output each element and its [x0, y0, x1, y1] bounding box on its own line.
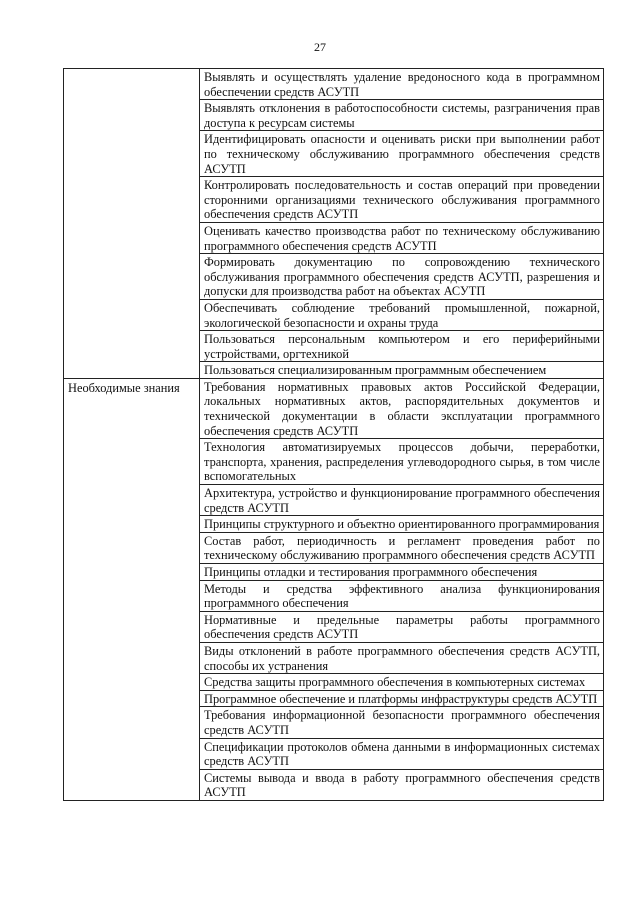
requirement-cell: Спецификации протоколов обмена данными в информационных системах средств АСУТП [200, 738, 604, 769]
requirement-cell: Оценивать качество производства работ по техническому обслуживанию программного обеспечения средств АСУТП [200, 222, 604, 253]
requirement-cell: Программное обеспечение и платформы инфраструктуры средств АСУТП [200, 690, 604, 707]
requirement-cell: Виды отклонений в работе программного обеспечения средств АСУТП, способы их устранения [200, 642, 604, 673]
requirement-cell: Пользоваться специализированным программным обеспечением [200, 362, 604, 379]
table-row [64, 69, 604, 100]
requirements-table [63, 68, 604, 801]
requirement-cell: Идентифицировать опасности и оценивать риски при выполнении работ по техническому обслуживанию программного обеспечения средств АСУТП [200, 131, 604, 177]
requirement-cell: Требования нормативных правовых актов Российской Федерации, локальных нормативных актов, распорядительных документов и технической документации в области эксплуатации программного обеспечения средств АСУТП [200, 378, 604, 438]
requirement-cell: Нормативные и предельные параметры работы программного обеспечения средств АСУТП [200, 611, 604, 642]
requirement-cell: Обеспечивать соблюдение требований промышленной, пожарной, экологической безопасности и охраны труда [200, 299, 604, 330]
requirement-cell: Состав работ, периодичность и регламент проведения работ по техническому обслуживанию программного обеспечения средств АСУТП [200, 532, 604, 563]
requirement-cell: Пользоваться персональным компьютером и его периферийными устройствами, оргтехникой [200, 331, 604, 362]
group-label-cell [64, 69, 200, 379]
requirement-cell: Требования информационной безопасности программного обеспечения средств АСУТП [200, 707, 604, 738]
page-number: 27 [314, 40, 326, 54]
requirement-cell: Выявлять отклонения в работоспособности системы, разграничения прав доступа к ресурсам системы [200, 100, 604, 131]
requirement-cell: Принципы отладки и тестирования программного обеспечения [200, 564, 604, 581]
requirement-cell: Выявлять и осуществлять удаление вредоносного кода в программном обеспечении средств АСУТП [200, 69, 604, 100]
group-label-cell: Необходимые знания [64, 378, 200, 800]
table-row [64, 378, 604, 438]
requirement-cell: Контролировать последовательность и состав операций при проведении сторонними организациями технического обслуживания программного обеспечения средств АСУТП [200, 177, 604, 223]
requirement-cell: Архитектура, устройство и функционирование программного обеспечения средств АСУТП [200, 485, 604, 516]
requirement-cell: Формировать документацию по сопровождению технического обслуживания программного обеспечения средств АСУТП, разрешения и допуски для производства работ на объектах АСУТП [200, 254, 604, 300]
requirement-cell: Технология автоматизируемых процессов добычи, переработки, транспорта, хранения, распределения углеводородного сырья, в том числе вспомогательных [200, 439, 604, 485]
requirement-cell: Системы вывода и ввода в работу программного обеспечения средств АСУТП [200, 769, 604, 800]
requirement-cell: Средства защиты программного обеспечения в компьютерных системах [200, 674, 604, 691]
requirement-cell: Принципы структурного и объектно ориентированного программирования [200, 516, 604, 533]
requirements-table-body [64, 69, 604, 801]
requirement-cell: Методы и средства эффективного анализа функционирования программного обеспечения [200, 580, 604, 611]
